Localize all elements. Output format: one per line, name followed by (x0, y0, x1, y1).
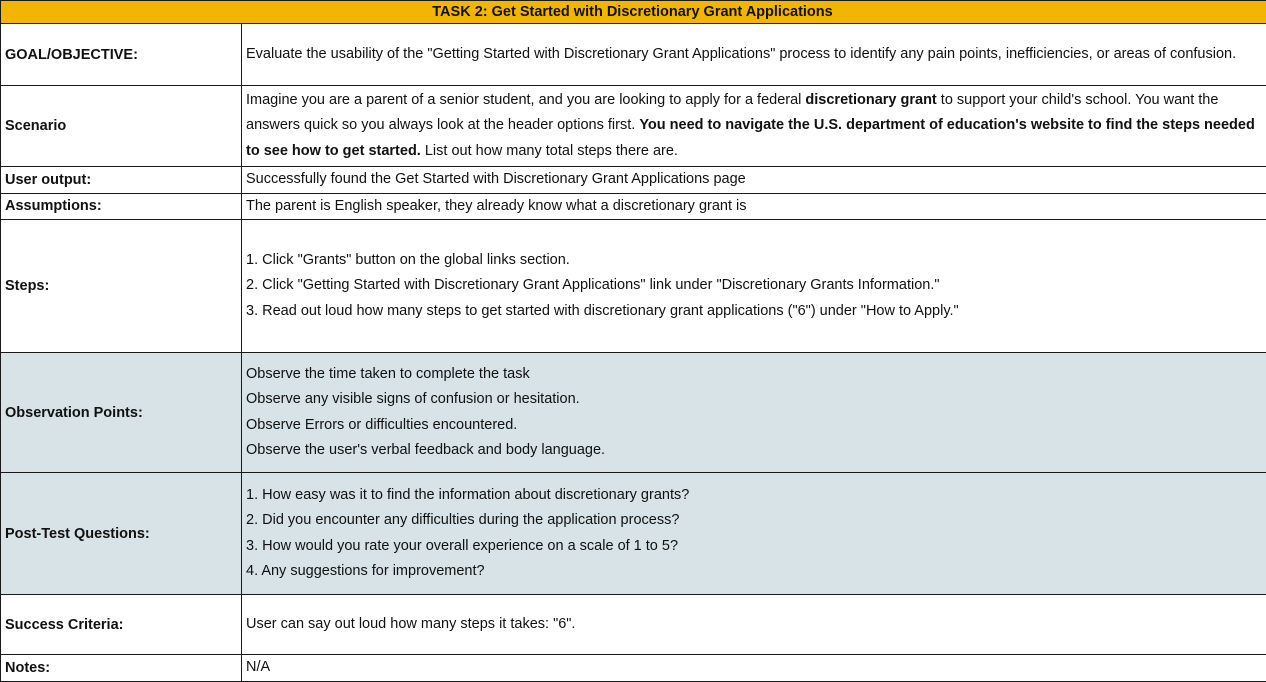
scenario-label: Scenario (1, 86, 242, 167)
scenario-text-1: Imagine you are a parent of a senior student, and you are looking to apply for a federal (246, 92, 805, 108)
scenario-value (242, 86, 1266, 167)
notes-label: Notes: (1, 655, 242, 682)
assumptions-value: The parent is English speaker, they already know what a discretionary grant is (242, 193, 1266, 220)
scenario-bold-2: You need to navigate the U.S. department of education's website to find the steps needed to see how to get started. (246, 117, 1255, 159)
title-row (1, 1, 1266, 24)
goal-value: Evaluate the usability of the "Getting Started with Discretionary Grant Applications" process to identify any pain points, inefficiencies, or areas of confusion. (242, 24, 1266, 86)
question-item: 2. Did you encounter any difficulties during the application process? (246, 508, 1260, 534)
question-item: 3. How would you rate your overall experience on a scale of 1 to 5? (246, 534, 1260, 560)
question-item: 4. Any suggestions for improvement? (246, 559, 1260, 585)
steps-label: Steps: (1, 220, 242, 353)
goal-row (1, 24, 1266, 86)
observation-item: Observe Errors or difficulties encountered. (246, 413, 1260, 439)
step-item: 1. Click "Grants" button on the global links section. (246, 248, 1260, 274)
post-test-label: Post-Test Questions: (1, 473, 242, 595)
success-row (1, 595, 1266, 655)
goal-label: GOAL/OBJECTIVE: (1, 24, 242, 86)
observation-row (1, 353, 1266, 473)
success-value: User can say out loud how many steps it takes: "6". (242, 595, 1266, 655)
steps-row (1, 220, 1266, 353)
user-output-label: User output: (1, 167, 242, 194)
user-output-value: Successfully found the Get Started with Discretionary Grant Applications page (242, 167, 1266, 194)
assumptions-label: Assumptions: (1, 193, 242, 220)
question-item: 1. How easy was it to find the information about discretionary grants? (246, 483, 1260, 509)
user-output-row (1, 167, 1266, 194)
observation-label: Observation Points: (1, 353, 242, 473)
success-label: Success Criteria: (1, 595, 242, 655)
post-test-value (242, 473, 1266, 595)
notes-value: N/A (242, 655, 1266, 682)
scenario-bold-1: discretionary grant (805, 92, 936, 108)
steps-value (242, 220, 1266, 353)
assumptions-row (1, 193, 1266, 220)
observation-value (242, 353, 1266, 473)
observation-item: Observe any visible signs of confusion or hesitation. (246, 387, 1260, 413)
scenario-row (1, 86, 1266, 167)
post-test-row (1, 473, 1266, 595)
step-item: 3. Read out loud how many steps to get started with discretionary grant applications ("6") under "How to Apply." (246, 299, 1260, 325)
step-item: 2. Click "Getting Started with Discretionary Grant Applications" link under "Discretionary Grants Information." (246, 273, 1260, 299)
observation-item: Observe the user's verbal feedback and body language. (246, 438, 1260, 464)
observation-item: Observe the time taken to complete the task (246, 362, 1260, 388)
scenario-text-2: to support your child's school. You want the answers quick so you always look at the header options first. (246, 92, 1218, 134)
notes-row (1, 655, 1266, 682)
scenario-text-3: List out how many total steps there are. (421, 143, 678, 159)
task-title: TASK 2: Get Started with Discretionary Grant Applications (1, 1, 1266, 24)
